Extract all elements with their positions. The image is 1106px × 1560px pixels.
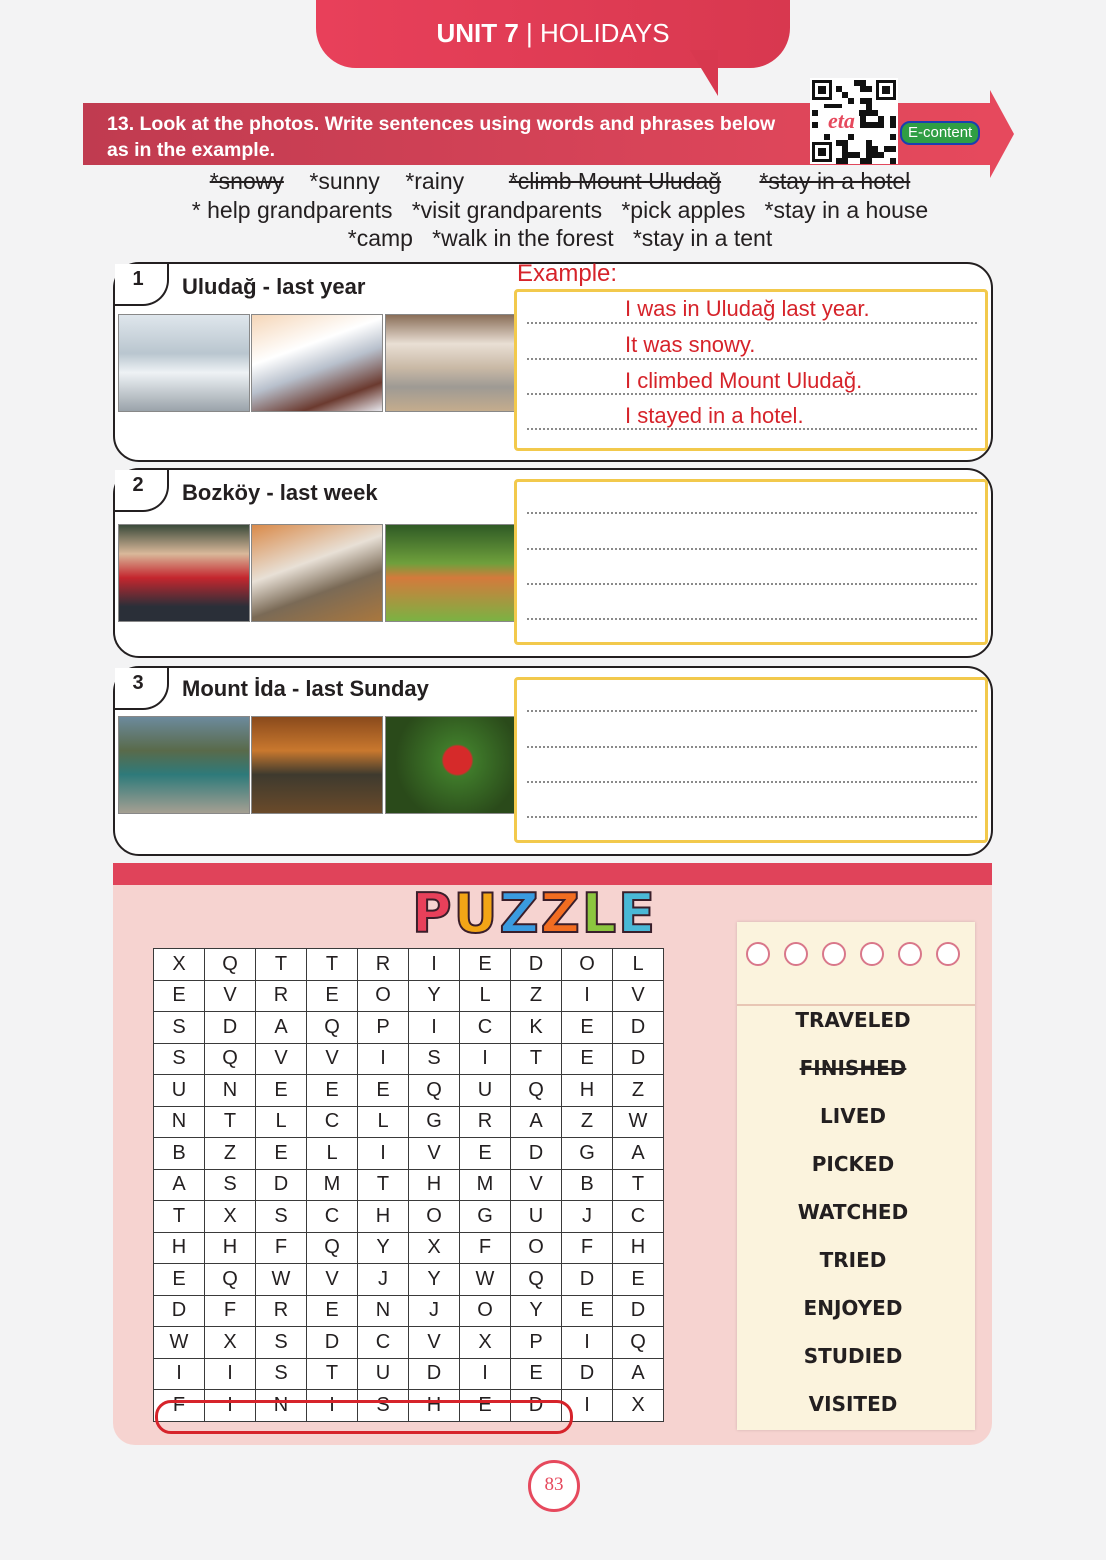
grid-cell[interactable]: X xyxy=(205,1327,256,1359)
grid-cell[interactable]: N xyxy=(154,1106,205,1138)
grid-cell[interactable]: I xyxy=(358,1138,409,1170)
grid-row xyxy=(154,1264,664,1296)
grid-cell[interactable]: Q xyxy=(511,1075,562,1107)
grid-cell[interactable]: E xyxy=(358,1075,409,1107)
grid-cell[interactable]: M xyxy=(460,1169,511,1201)
banner-arrow-icon xyxy=(990,90,1014,178)
exercise-title-3: Mount İda - last Sunday xyxy=(182,676,429,701)
puzzle-title-letter: Z xyxy=(540,882,582,945)
answer-line xyxy=(527,746,977,748)
grid-cell[interactable]: H xyxy=(409,1169,460,1201)
grid-cell[interactable]: U xyxy=(460,1075,511,1107)
grid-cell[interactable]: T xyxy=(511,1043,562,1075)
grid-cell[interactable]: A xyxy=(511,1106,562,1138)
grid-cell[interactable]: Q xyxy=(205,949,256,981)
word-list-item: TRIED xyxy=(819,1248,887,1272)
word-bank-item: *stay in a hotel xyxy=(759,168,911,194)
grid-cell[interactable]: D xyxy=(511,949,562,981)
qr-module xyxy=(818,148,826,156)
grid-cell[interactable]: I xyxy=(205,1390,256,1422)
word-list-item: FINISHED xyxy=(799,1056,907,1080)
grid-cell[interactable]: D xyxy=(511,1390,562,1422)
grid-cell[interactable]: H xyxy=(358,1201,409,1233)
grid-cell[interactable]: D xyxy=(613,1295,664,1327)
qr-module xyxy=(890,122,896,128)
grid-cell[interactable]: U xyxy=(511,1201,562,1233)
grid-cell[interactable]: D xyxy=(562,1358,613,1390)
unit-label: UNIT 7 xyxy=(436,18,519,48)
qr-module xyxy=(842,158,848,164)
exercise-number-label: 3 xyxy=(132,672,144,694)
grid-cell[interactable]: R xyxy=(256,980,307,1012)
qr-module xyxy=(878,152,884,158)
grid-cell[interactable]: I xyxy=(205,1358,256,1390)
grid-cell[interactable]: J xyxy=(409,1295,460,1327)
grid-cell[interactable]: D xyxy=(613,1043,664,1075)
answer-box-2[interactable] xyxy=(514,479,988,645)
grid-cell[interactable]: T xyxy=(358,1169,409,1201)
grid-cell[interactable]: Y xyxy=(409,980,460,1012)
word-list-item: VISITED xyxy=(808,1392,898,1416)
word-bank-item: *climb Mount Uludağ xyxy=(508,168,722,194)
grid-cell[interactable]: S xyxy=(205,1169,256,1201)
grid-cell[interactable]: Q xyxy=(613,1327,664,1359)
answer-box-1[interactable] xyxy=(514,289,988,451)
ring-hole-icon xyxy=(936,942,960,966)
grid-cell[interactable]: B xyxy=(154,1138,205,1170)
grid-cell[interactable]: S xyxy=(358,1390,409,1422)
qr-module xyxy=(848,98,854,104)
exercise-title-1: Uludağ - last year xyxy=(182,274,366,299)
grid-cell[interactable]: L xyxy=(307,1138,358,1170)
grid-cell[interactable]: Z xyxy=(205,1138,256,1170)
grid-cell[interactable]: C xyxy=(613,1201,664,1233)
grid-cell[interactable]: J xyxy=(562,1201,613,1233)
word-list-item: TRAVELED xyxy=(795,1008,911,1032)
exercise-number-label: 2 xyxy=(132,474,144,496)
grid-cell[interactable]: R xyxy=(358,949,409,981)
grid-row xyxy=(154,1138,664,1170)
grid-cell[interactable]: V xyxy=(307,1043,358,1075)
grid-row xyxy=(154,1075,664,1107)
qr-module xyxy=(848,134,854,140)
grid-cell[interactable]: S xyxy=(256,1201,307,1233)
hotel-room-photo xyxy=(385,314,517,412)
grid-cell[interactable]: V xyxy=(613,980,664,1012)
grid-cell[interactable]: D xyxy=(562,1264,613,1296)
qr-module xyxy=(890,134,896,140)
grid-cell[interactable]: O xyxy=(460,1295,511,1327)
grid-row xyxy=(154,980,664,1012)
grid-cell[interactable]: U xyxy=(358,1358,409,1390)
word-bank-line-1 xyxy=(100,168,1020,195)
grid-cell[interactable]: D xyxy=(511,1138,562,1170)
grid-cell[interactable]: I xyxy=(409,949,460,981)
grid-cell[interactable]: E xyxy=(511,1358,562,1390)
grid-cell[interactable]: H xyxy=(409,1390,460,1422)
grid-cell[interactable]: A xyxy=(613,1138,664,1170)
grid-cell[interactable]: F xyxy=(154,1390,205,1422)
word-bank-item: *rainy xyxy=(405,168,465,194)
grid-cell[interactable]: W xyxy=(613,1106,664,1138)
grid-row xyxy=(154,1201,664,1233)
qr-module xyxy=(818,86,826,94)
exercise-title-2: Bozköy - last week xyxy=(182,480,378,505)
grid-cell[interactable]: C xyxy=(307,1106,358,1138)
grid-cell[interactable]: X xyxy=(460,1327,511,1359)
grid-row xyxy=(154,1043,664,1075)
grid-row xyxy=(154,1358,664,1390)
puzzle-title xyxy=(412,882,657,945)
grid-cell[interactable]: T xyxy=(307,949,358,981)
answer-line xyxy=(527,512,977,514)
grid-cell[interactable]: H xyxy=(205,1232,256,1264)
grid-cell[interactable]: N xyxy=(205,1075,256,1107)
grid-row xyxy=(154,1327,664,1359)
answer-line xyxy=(527,548,977,550)
example-answer-3: I climbed Mount Uludağ. xyxy=(625,368,863,393)
grid-cell[interactable]: S xyxy=(256,1358,307,1390)
grid-cell[interactable]: H xyxy=(154,1232,205,1264)
ring-hole-icon xyxy=(822,942,846,966)
qr-module xyxy=(866,158,872,164)
grid-cell[interactable]: F xyxy=(205,1295,256,1327)
answer-line xyxy=(527,781,977,783)
exercise-number-label: 1 xyxy=(132,268,144,290)
puzzle-title-letter: L xyxy=(581,882,619,945)
grid-cell[interactable]: X xyxy=(613,1390,664,1422)
qr-module xyxy=(878,122,884,128)
qr-module xyxy=(824,134,830,140)
answer-line xyxy=(527,358,977,360)
grid-cell[interactable]: A xyxy=(154,1169,205,1201)
puzzle-title-letter: E xyxy=(618,882,658,945)
answer-box-3[interactable] xyxy=(514,677,988,843)
example-label: Example: xyxy=(517,260,618,287)
puzzle-title-letter: Z xyxy=(499,882,541,945)
grid-cell[interactable]: U xyxy=(154,1075,205,1107)
grid-cell[interactable]: G xyxy=(409,1106,460,1138)
grid-cell[interactable]: O xyxy=(358,980,409,1012)
note-header xyxy=(737,922,975,1006)
grid-cell[interactable]: R xyxy=(256,1295,307,1327)
grid-cell[interactable]: Y xyxy=(511,1295,562,1327)
grid-cell[interactable]: K xyxy=(511,1012,562,1044)
grid-cell[interactable]: W xyxy=(256,1264,307,1296)
grid-cell[interactable]: E xyxy=(460,949,511,981)
word-list-item: PICKED xyxy=(811,1152,895,1176)
word-list-item: LIVED xyxy=(820,1104,886,1128)
grid-cell[interactable]: I xyxy=(307,1390,358,1422)
grid-cell[interactable]: D xyxy=(154,1295,205,1327)
grid-cell[interactable]: F xyxy=(562,1232,613,1264)
grid-cell[interactable]: X xyxy=(154,949,205,981)
grid-cell[interactable]: A xyxy=(256,1012,307,1044)
grid-row xyxy=(154,1169,664,1201)
grid-cell[interactable]: P xyxy=(511,1327,562,1359)
grid-cell[interactable]: C xyxy=(358,1327,409,1359)
grid-cell[interactable]: N xyxy=(256,1390,307,1422)
answer-line xyxy=(527,322,977,324)
grid-cell[interactable]: C xyxy=(307,1201,358,1233)
grid-cell[interactable]: Y xyxy=(409,1264,460,1296)
qr-module xyxy=(882,86,890,94)
grid-cell[interactable]: E xyxy=(307,980,358,1012)
grid-cell[interactable]: E xyxy=(154,980,205,1012)
grid-cell[interactable]: E xyxy=(562,1012,613,1044)
grid-cell[interactable]: Q xyxy=(205,1264,256,1296)
ring-hole-icon xyxy=(898,942,922,966)
word-list-item: ENJOYED xyxy=(803,1296,903,1320)
grid-cell[interactable]: D xyxy=(256,1169,307,1201)
hiker-mountain-photo xyxy=(251,314,383,412)
grid-row xyxy=(154,1012,664,1044)
page-number: 83 xyxy=(528,1460,580,1512)
grid-cell[interactable]: E xyxy=(256,1138,307,1170)
grid-cell[interactable]: A xyxy=(613,1358,664,1390)
grid-cell[interactable]: G xyxy=(562,1138,613,1170)
grid-cell[interactable]: Z xyxy=(613,1075,664,1107)
eta-logo: eta xyxy=(824,108,859,134)
word-bank-line-2: * help grandparents *visit grandparents *pick apples *stay in a house xyxy=(191,197,929,223)
grid-cell[interactable]: I xyxy=(154,1358,205,1390)
grid-cell[interactable]: X xyxy=(409,1232,460,1264)
grid-cell[interactable]: R xyxy=(460,1106,511,1138)
grid-row xyxy=(154,1295,664,1327)
qr-module xyxy=(866,86,872,92)
grid-cell[interactable]: V xyxy=(409,1327,460,1359)
forest-walk-photo xyxy=(251,716,383,814)
grid-cell[interactable]: V xyxy=(307,1264,358,1296)
instruction-text: 13. Look at the photos. Write sentences using words and phrases below as in the example. xyxy=(107,113,776,161)
qr-module xyxy=(890,158,896,164)
grid-cell[interactable]: B xyxy=(562,1169,613,1201)
qr-module xyxy=(890,146,896,152)
answer-line xyxy=(527,583,977,585)
grid-cell[interactable]: T xyxy=(154,1201,205,1233)
grid-cell[interactable]: E xyxy=(307,1075,358,1107)
grid-cell[interactable]: Q xyxy=(511,1264,562,1296)
grid-cell[interactable]: S xyxy=(154,1012,205,1044)
grid-cell[interactable]: Q xyxy=(307,1012,358,1044)
grid-cell[interactable]: L xyxy=(358,1106,409,1138)
grid-cell[interactable]: Q xyxy=(205,1043,256,1075)
grid-cell[interactable]: F xyxy=(460,1232,511,1264)
grid-cell[interactable]: M xyxy=(307,1169,358,1201)
grid-row xyxy=(154,1232,664,1264)
grid-cell[interactable]: E xyxy=(256,1075,307,1107)
apple-tree-photo xyxy=(385,716,517,814)
grid-cell[interactable]: L xyxy=(256,1106,307,1138)
qr-module xyxy=(812,110,818,116)
unit-separator: | xyxy=(518,18,540,48)
grid-cell[interactable]: G xyxy=(460,1201,511,1233)
grid-cell[interactable]: I xyxy=(409,1012,460,1044)
grid-cell[interactable]: V xyxy=(511,1169,562,1201)
grid-cell[interactable]: D xyxy=(409,1358,460,1390)
grid-cell[interactable]: D xyxy=(307,1327,358,1359)
answer-line xyxy=(527,618,977,620)
grid-cell[interactable]: E xyxy=(154,1264,205,1296)
grid-cell[interactable]: L xyxy=(613,949,664,981)
grid-cell[interactable]: Y xyxy=(358,1232,409,1264)
grid-cell[interactable]: X xyxy=(205,1201,256,1233)
grid-cell[interactable]: Q xyxy=(307,1232,358,1264)
grid-cell[interactable]: I xyxy=(460,1043,511,1075)
grid-cell[interactable]: J xyxy=(358,1264,409,1296)
word-bank-item: *snowy xyxy=(209,168,284,194)
answer-line xyxy=(527,710,977,712)
grid-cell[interactable]: I xyxy=(358,1043,409,1075)
grandparents-photo xyxy=(118,524,250,622)
qr-module xyxy=(812,122,818,128)
grid-cell[interactable]: N xyxy=(358,1295,409,1327)
grid-cell[interactable]: V xyxy=(409,1138,460,1170)
grid-cell[interactable]: E xyxy=(460,1390,511,1422)
puzzle-title-letter: U xyxy=(453,882,500,945)
grid-cell[interactable]: T xyxy=(256,949,307,981)
grid-cell[interactable]: O xyxy=(562,949,613,981)
grid-cell[interactable]: L xyxy=(460,980,511,1012)
unit-section: HOLIDAYS xyxy=(539,18,670,48)
unit-header-tail xyxy=(690,50,718,96)
grid-row xyxy=(154,1106,664,1138)
grid-cell[interactable]: Z xyxy=(562,1106,613,1138)
grid-cell[interactable]: E xyxy=(613,1264,664,1296)
grid-cell[interactable]: E xyxy=(562,1295,613,1327)
grid-cell[interactable]: F xyxy=(256,1232,307,1264)
answer-line xyxy=(527,816,977,818)
found-word-highlight xyxy=(155,1400,573,1434)
grid-cell[interactable]: I xyxy=(562,980,613,1012)
grid-cell[interactable]: S xyxy=(409,1043,460,1075)
grid-cell[interactable]: S xyxy=(154,1043,205,1075)
grid-cell[interactable]: T xyxy=(613,1169,664,1201)
puzzle-title-letter: P xyxy=(412,882,454,945)
grid-cell[interactable]: Z xyxy=(511,980,562,1012)
grid-cell[interactable]: S xyxy=(256,1327,307,1359)
grid-cell[interactable]: E xyxy=(460,1138,511,1170)
example-answer-4: I stayed in a hotel. xyxy=(625,403,804,428)
grid-cell[interactable]: T xyxy=(205,1106,256,1138)
grid-cell[interactable]: I xyxy=(460,1358,511,1390)
grid-cell[interactable]: P xyxy=(358,1012,409,1044)
word-bank-item: *sunny xyxy=(309,168,380,194)
grid-cell[interactable]: H xyxy=(562,1075,613,1107)
grid-cell[interactable]: I xyxy=(562,1390,613,1422)
grid-cell[interactable]: I xyxy=(562,1327,613,1359)
ring-hole-icon xyxy=(746,942,770,966)
grid-cell[interactable]: W xyxy=(154,1327,205,1359)
village-house-photo xyxy=(251,524,383,622)
grid-cell[interactable]: V xyxy=(256,1043,307,1075)
example-answer-2: It was snowy. xyxy=(625,332,756,357)
tent-camp-photo xyxy=(118,716,250,814)
econtent-button[interactable]: E-content xyxy=(900,121,980,145)
word-search-grid[interactable] xyxy=(153,948,664,1422)
word-list-item: STUDIED xyxy=(803,1344,903,1368)
unit-title xyxy=(316,18,790,49)
grid-cell[interactable]: V xyxy=(205,980,256,1012)
grid-cell[interactable]: T xyxy=(307,1358,358,1390)
ring-hole-icon xyxy=(860,942,884,966)
snowy-road-photo xyxy=(118,314,250,412)
grid-cell[interactable]: D xyxy=(205,1012,256,1044)
grid-cell[interactable]: C xyxy=(460,1012,511,1044)
word-bank-line-3: *camp *walk in the forest *stay in a tent xyxy=(347,225,773,251)
grid-cell[interactable]: E xyxy=(307,1295,358,1327)
grid-cell[interactable]: E xyxy=(562,1043,613,1075)
grid-row xyxy=(154,949,664,981)
ring-hole-icon xyxy=(784,942,808,966)
grid-cell[interactable]: O xyxy=(511,1232,562,1264)
girl-picking-apples-photo xyxy=(385,524,517,622)
grid-cell[interactable]: H xyxy=(613,1232,664,1264)
grid-cell[interactable]: Q xyxy=(409,1075,460,1107)
grid-cell[interactable]: D xyxy=(613,1012,664,1044)
grid-cell[interactable]: W xyxy=(460,1264,511,1296)
word-list-item: WATCHED xyxy=(797,1200,909,1224)
grid-cell[interactable]: O xyxy=(409,1201,460,1233)
example-answer-1: I was in Uludağ last year. xyxy=(625,296,870,321)
